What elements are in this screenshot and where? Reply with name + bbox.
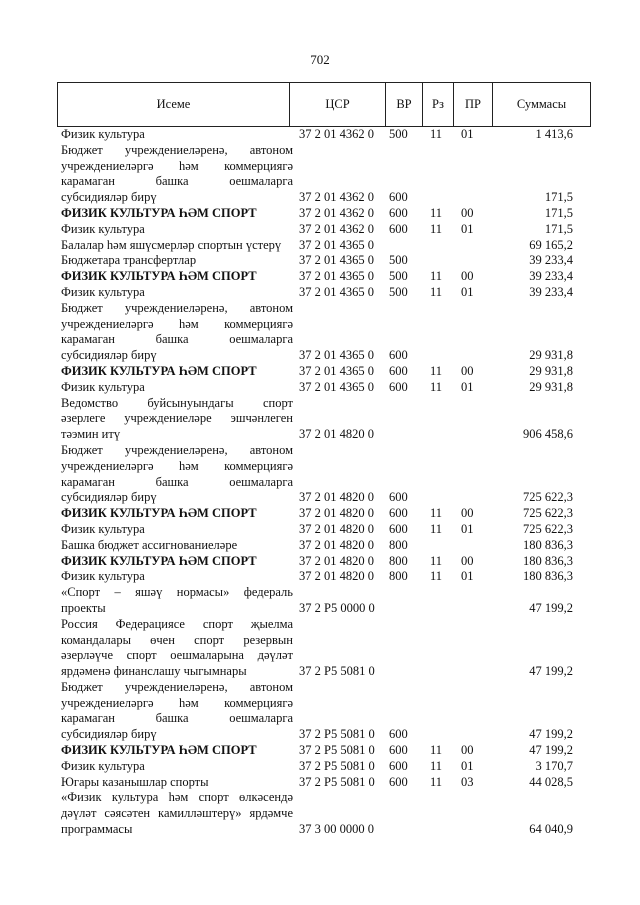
row-vr: 600 xyxy=(389,743,408,758)
row-vr: 600 xyxy=(389,758,408,773)
row-rz: 11 xyxy=(430,221,443,236)
table-row xyxy=(61,380,591,396)
row-csr: 37 2 01 4362 0 xyxy=(299,221,374,236)
table-row xyxy=(61,569,591,585)
row-sum: 39 233,4 xyxy=(529,253,573,268)
row-name-line: Физик культура xyxy=(61,379,145,394)
row-name xyxy=(61,380,293,396)
row-name-line: Физик культура xyxy=(61,127,145,141)
row-pr: 00 xyxy=(461,743,474,758)
row-name xyxy=(61,285,293,301)
row-csr: 37 2 01 4365 0 xyxy=(299,348,374,363)
row-pr: 01 xyxy=(461,569,474,584)
row-name xyxy=(61,522,293,538)
row-sum: 39 233,4 xyxy=(529,284,573,299)
row-name xyxy=(61,790,293,837)
row-rz: 11 xyxy=(430,269,443,284)
row-vr: 500 xyxy=(389,253,408,268)
row-rz: 11 xyxy=(430,521,443,536)
row-name xyxy=(61,222,293,238)
row-name-line: субсидияләр бирү xyxy=(61,727,157,742)
row-vr: 600 xyxy=(389,774,408,789)
row-csr: 37 2 P5 5081 0 xyxy=(299,758,375,773)
row-name xyxy=(61,364,293,380)
row-name xyxy=(61,554,293,570)
row-name-line: Физик культура xyxy=(61,284,145,299)
table-row xyxy=(61,127,591,143)
row-vr: 800 xyxy=(389,553,408,568)
row-name-line: дәүләт сәясәтен камилләштерү» ярдәмче xyxy=(61,806,293,821)
row-rz: 11 xyxy=(430,379,443,394)
row-vr: 600 xyxy=(389,221,408,236)
row-pr: 00 xyxy=(461,363,474,378)
row-name-line: ФИЗИК КУЛЬТУРА ҺӘМ СПОРТ xyxy=(61,743,257,758)
row-vr: 600 xyxy=(389,190,408,205)
table-row xyxy=(61,364,591,380)
row-name xyxy=(61,143,293,206)
row-name-line: Бюджет учреждениеләренә, автоном xyxy=(61,300,293,315)
row-name-line: Физик культура xyxy=(61,569,145,584)
header-rz: Рз xyxy=(423,83,454,127)
row-name-line: проекты xyxy=(61,600,106,615)
row-csr: 37 2 01 4365 0 xyxy=(299,269,374,284)
row-name-line: Бюджет учреждениеләренә, автоном xyxy=(61,679,293,694)
row-sum: 171,5 xyxy=(544,221,573,236)
row-vr: 600 xyxy=(389,521,408,536)
table-row xyxy=(61,443,591,506)
row-name-line: учреждениеләргә һәм коммерциягә xyxy=(61,316,293,331)
row-name xyxy=(61,569,293,585)
row-vr: 600 xyxy=(389,363,408,378)
row-pr: 03 xyxy=(461,774,474,789)
row-rz: 11 xyxy=(430,774,443,789)
row-sum: 47 199,2 xyxy=(529,743,573,758)
row-name-line: субсидияләр бирү xyxy=(61,490,157,505)
row-csr: 37 2 P5 5081 0 xyxy=(299,664,375,679)
row-csr: 37 2 01 4365 0 xyxy=(299,363,374,378)
row-name-line: субсидияләр бирү xyxy=(61,348,157,363)
row-name xyxy=(61,253,293,269)
row-csr: 37 2 01 4362 0 xyxy=(299,205,374,220)
row-name-line: Бюджетара трансфертлар xyxy=(61,253,197,268)
header-name: Исеме xyxy=(58,83,290,127)
row-sum: 725 622,3 xyxy=(523,506,573,521)
row-vr: 800 xyxy=(389,569,408,584)
row-pr: 01 xyxy=(461,758,474,773)
row-sum: 29 931,8 xyxy=(529,379,573,394)
row-name-line: командалары өчен спорт резервын xyxy=(61,632,293,647)
row-sum: 725 622,3 xyxy=(523,490,573,505)
row-vr: 500 xyxy=(389,127,408,141)
row-sum: 725 622,3 xyxy=(523,521,573,536)
row-csr: 37 2 01 4820 0 xyxy=(299,490,374,505)
table-row xyxy=(61,206,591,222)
row-name-line: субсидияләр бирү xyxy=(61,190,157,205)
row-name xyxy=(61,269,293,285)
table-row xyxy=(61,285,591,301)
table-row xyxy=(61,506,591,522)
row-sum: 180 836,3 xyxy=(523,569,573,584)
table-row xyxy=(61,269,591,285)
row-name-line: ФИЗИК КУЛЬТУРА ҺӘМ СПОРТ xyxy=(61,506,257,521)
row-name-line: учреждениеләргә һәм коммерциягә xyxy=(61,158,293,173)
table-header xyxy=(57,82,591,127)
row-rz: 11 xyxy=(430,205,443,220)
row-csr: 37 2 P5 5081 0 xyxy=(299,774,375,789)
row-pr: 01 xyxy=(461,521,474,536)
table-row xyxy=(61,743,591,759)
row-sum: 47 199,2 xyxy=(529,600,573,615)
row-name-line: әзерләүче спорт оешмаларына дәүләт xyxy=(61,648,293,663)
row-sum: 29 931,8 xyxy=(529,348,573,363)
table-row xyxy=(61,554,591,570)
row-name-line: Югары казанышлар спорты xyxy=(61,774,209,789)
row-csr: 37 2 01 4365 0 xyxy=(299,379,374,394)
row-sum: 180 836,3 xyxy=(523,537,573,552)
row-name xyxy=(61,127,293,143)
row-csr: 37 2 P5 5081 0 xyxy=(299,727,375,742)
row-name-line: ФИЗИК КУЛЬТУРА ҺӘМ СПОРТ xyxy=(61,269,257,284)
row-name-line: Башка бюджет ассигнованиеләре xyxy=(61,537,238,552)
row-name-line: әзерлеге учреждениеләре эшчәнлеген xyxy=(61,411,293,426)
row-sum: 44 028,5 xyxy=(529,774,573,789)
row-name-line: карамаган башка оешмаларга xyxy=(61,332,293,347)
row-csr: 37 2 01 4820 0 xyxy=(299,553,374,568)
table-row xyxy=(61,522,591,538)
row-name xyxy=(61,759,293,775)
table-row xyxy=(61,253,591,269)
row-csr: 37 2 01 4365 0 xyxy=(299,253,374,268)
row-pr: 01 xyxy=(461,379,474,394)
table-row xyxy=(61,238,591,254)
row-vr: 600 xyxy=(389,727,408,742)
row-name-line: ФИЗИК КУЛЬТУРА ҺӘМ СПОРТ xyxy=(61,205,257,220)
row-name-line: ФИЗИК КУЛЬТУРА ҺӘМ СПОРТ xyxy=(61,553,257,568)
table-row xyxy=(61,759,591,775)
row-vr: 500 xyxy=(389,269,408,284)
row-name xyxy=(61,301,293,364)
row-rz: 11 xyxy=(430,569,443,584)
row-sum: 29 931,8 xyxy=(529,363,573,378)
row-rz: 11 xyxy=(430,553,443,568)
row-rz: 11 xyxy=(430,743,443,758)
row-vr: 500 xyxy=(389,284,408,299)
row-name-line: ярдәменә финанслашу чыгымнары xyxy=(61,664,247,679)
row-csr: 37 2 01 4362 0 xyxy=(299,127,374,141)
row-name-line: Россия Федерациясе спорт җыелма xyxy=(61,616,293,631)
row-pr: 00 xyxy=(461,553,474,568)
table-row xyxy=(61,538,591,554)
row-csr: 37 2 01 4820 0 xyxy=(299,569,374,584)
row-name-line: учреждениеләргә һәм коммерциягә xyxy=(61,695,293,710)
row-name-line: Бюджет учреждениеләренә, автоном xyxy=(61,442,293,457)
row-name-line: карамаган башка оешмаларга xyxy=(61,174,293,189)
row-name-line: Физик культура xyxy=(61,521,145,536)
row-rz: 11 xyxy=(430,127,443,141)
row-name-line: карамаган башка оешмаларга xyxy=(61,474,293,489)
row-sum: 3 170,7 xyxy=(535,758,573,773)
row-name xyxy=(61,206,293,222)
row-pr: 00 xyxy=(461,506,474,521)
row-name xyxy=(61,238,293,254)
row-csr: 37 2 01 4362 0 xyxy=(299,190,374,205)
header-pr: ПР xyxy=(454,83,493,127)
row-csr: 37 2 P5 0000 0 xyxy=(299,600,375,615)
row-pr: 01 xyxy=(461,221,474,236)
row-sum: 906 458,6 xyxy=(523,427,573,442)
row-name-line: ФИЗИК КУЛЬТУРА ҺӘМ СПОРТ xyxy=(61,363,257,378)
row-name-line: Ведомство буйсынуындагы спорт xyxy=(61,395,293,410)
row-pr: 00 xyxy=(461,269,474,284)
row-csr: 37 2 01 4820 0 xyxy=(299,427,374,442)
row-csr: 37 2 01 4820 0 xyxy=(299,537,374,552)
row-sum: 64 040,9 xyxy=(529,822,573,837)
row-rz: 11 xyxy=(430,506,443,521)
row-vr: 600 xyxy=(389,379,408,394)
row-name xyxy=(61,743,293,759)
row-sum: 171,5 xyxy=(544,205,573,220)
table-row xyxy=(61,222,591,238)
row-name-line: программасы xyxy=(61,822,133,837)
table-row xyxy=(61,396,591,443)
row-sum: 171,5 xyxy=(544,190,573,205)
row-rz: 11 xyxy=(430,363,443,378)
row-name-line: учреждениеләргә һәм коммерциягә xyxy=(61,458,293,473)
row-name-line: «Спорт – яшәү нормасы» федераль xyxy=(61,585,293,600)
row-name-line: карамаган башка оешмаларга xyxy=(61,711,293,726)
page-number: 702 xyxy=(310,52,330,67)
table-row xyxy=(61,617,591,680)
table-row xyxy=(61,775,591,791)
table-row xyxy=(61,301,591,364)
row-sum: 180 836,3 xyxy=(523,553,573,568)
table-row xyxy=(61,680,591,743)
row-name-line: «Физик культура һәм спорт өлкәсендә xyxy=(61,790,293,805)
row-name-line: тәэмин итү xyxy=(61,427,121,442)
row-vr: 600 xyxy=(389,348,408,363)
row-sum: 1 413,6 xyxy=(535,127,573,141)
row-name xyxy=(61,396,293,443)
row-pr: 01 xyxy=(461,127,474,141)
header-sum: Суммасы xyxy=(493,83,591,127)
row-sum: 47 199,2 xyxy=(529,727,573,742)
row-sum: 47 199,2 xyxy=(529,664,573,679)
row-csr: 37 2 01 4820 0 xyxy=(299,521,374,536)
row-csr: 37 3 00 0000 0 xyxy=(299,822,374,837)
row-csr: 37 2 P5 5081 0 xyxy=(299,743,375,758)
row-name xyxy=(61,617,293,680)
row-name-line: Физик культура xyxy=(61,221,145,236)
row-pr: 00 xyxy=(461,205,474,220)
row-name xyxy=(61,775,293,791)
row-sum: 69 165,2 xyxy=(529,237,573,252)
row-pr: 01 xyxy=(461,284,474,299)
header-csr: ЦСР xyxy=(290,83,386,127)
row-csr: 37 2 01 4365 0 xyxy=(299,284,374,299)
row-vr: 600 xyxy=(389,490,408,505)
row-name-line: Бюджет учреждениеләренә, автоном xyxy=(61,142,293,157)
header-vr: ВР xyxy=(386,83,423,127)
row-vr: 800 xyxy=(389,537,408,552)
row-name-line: Балалар һәм яшүсмерләр спортын үстерү xyxy=(61,237,282,252)
row-name xyxy=(61,585,293,617)
row-rz: 11 xyxy=(430,284,443,299)
table-row xyxy=(61,585,591,617)
row-csr: 37 2 01 4365 0 xyxy=(299,237,374,252)
table-body xyxy=(61,127,591,838)
row-rz: 11 xyxy=(430,758,443,773)
row-vr: 600 xyxy=(389,205,408,220)
row-name xyxy=(61,538,293,554)
row-name xyxy=(61,506,293,522)
row-name xyxy=(61,680,293,743)
row-name-line: Физик культура xyxy=(61,758,145,773)
table-row xyxy=(61,790,591,837)
row-name xyxy=(61,443,293,506)
row-vr: 600 xyxy=(389,506,408,521)
row-csr: 37 2 01 4820 0 xyxy=(299,506,374,521)
row-sum: 39 233,4 xyxy=(529,269,573,284)
table-row xyxy=(61,143,591,206)
